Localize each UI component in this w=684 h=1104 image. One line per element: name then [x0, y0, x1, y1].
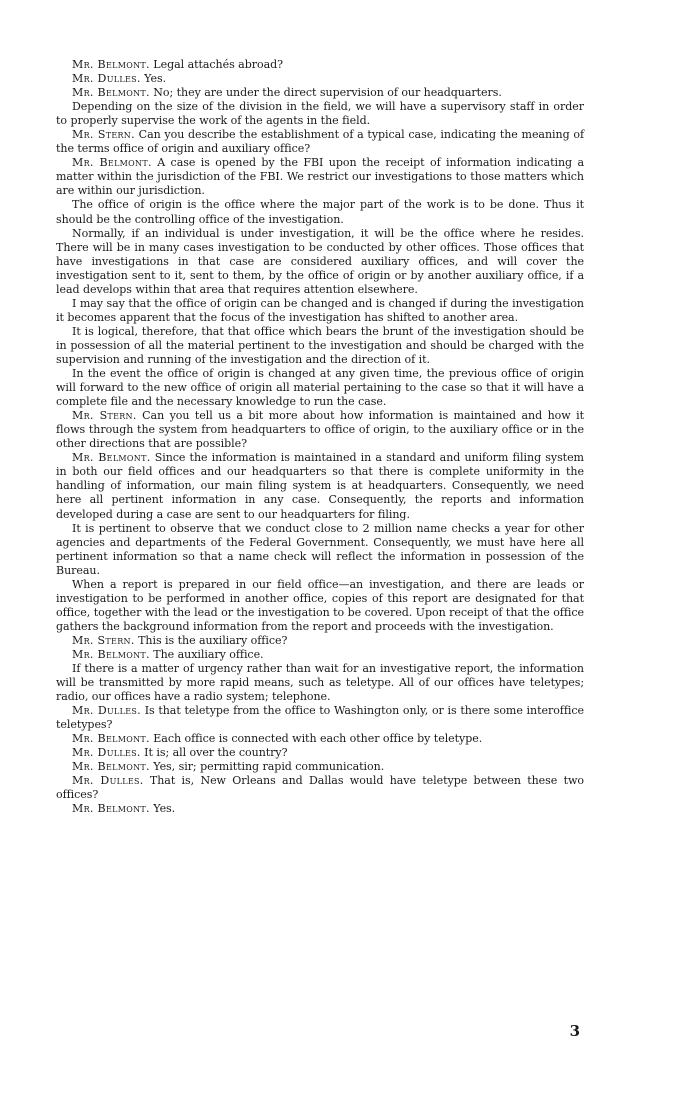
speaker-name: Mr. Belmont.	[72, 451, 151, 465]
paragraph-text: Can you describe the establishment of a typical case, indicating the meaning of the terms office of origin and auxiliary office?	[56, 128, 584, 156]
paragraph	[56, 156, 584, 198]
paragraph-text: A case is opened by the FBI upon the receipt of information indicating a matter within the jurisdiction of the FBI. We restrict our investigations to those matters which are within our jurisdiction.	[56, 156, 585, 198]
paragraph-text: Is that teletype from the office to Washington only, or is there some interoffice teletypes?	[56, 704, 584, 732]
paragraph-text: That is, New Orleans and Dallas would have teletype between these two offices?	[56, 774, 585, 802]
speaker-name: Mr. Dulles.	[72, 774, 144, 788]
paragraph	[56, 634, 584, 648]
paragraph-text: Normally, if an individual is under investigation, it will be the office where he resides. There will be in many cases investigation to be conducted by other offices. Those offices that have investigations in that case are considered auxiliary offices, and will cover the investigation sent to it, sent to them, by the office of origin or by another auxiliary office, if a lead develops within that area that requires attention elsewhere.	[56, 226, 584, 296]
speaker-name: Mr. Stern.	[72, 409, 137, 423]
paragraph	[56, 128, 584, 156]
speaker-name: Mr. Dulles.	[72, 746, 141, 760]
paragraph	[56, 760, 584, 774]
paragraph	[56, 409, 584, 451]
paragraph	[56, 802, 584, 816]
speaker-name: Mr. Belmont.	[72, 802, 150, 816]
speaker-name: Mr. Dulles.	[72, 704, 141, 718]
paragraph-text: I may say that the office of origin can be changed and is changed if during the investigation it becomes apparent that the focus of the investigation has shifted to another area.	[56, 296, 584, 324]
speaker-name: Mr. Stern.	[72, 633, 135, 647]
paragraph-text: The auxiliary office.	[149, 647, 264, 661]
paragraph	[56, 704, 584, 732]
paragraph-text: Can you tell us a bit more about how information is maintained and how it flows through the system from headquarters to office of origin, to the auxiliary office or in the other directions that are possible?	[56, 409, 585, 451]
paragraph-text: It is logical, therefore, that that office which bears the brunt of the investigation should be in possession of all the material pertinent to the investigation and should be charged with the supervision and running of the investigation and the direction of it.	[56, 324, 584, 366]
paragraph	[56, 100, 584, 128]
speaker-name: Mr. Belmont.	[72, 86, 150, 100]
paragraph	[56, 198, 584, 226]
page-body	[56, 58, 584, 817]
paragraph-text: The office of origin is the office where the major part of the work is to be done. Thus it should be the controlling office of the investigation.	[56, 198, 584, 226]
paragraph	[56, 325, 584, 367]
paragraph	[56, 746, 584, 760]
paragraph	[56, 86, 584, 100]
paragraph	[56, 774, 584, 802]
paragraph-text: Each office is connected with each other office by teletype.	[149, 732, 483, 746]
page-number: 3	[569, 1022, 580, 1040]
paragraph-text: Yes.	[149, 802, 176, 816]
paragraph-text: If there is a matter of urgency rather than wait for an investigative report, the information will be transmitted by more rapid means, such as teletype. All of our offices have teletypes; radio, our offices have a radio system; telephone.	[56, 662, 584, 704]
paragraph-text: Legal attachés abroad?	[149, 58, 284, 71]
paragraph	[56, 367, 584, 409]
speaker-name: Mr. Belmont.	[72, 647, 150, 661]
paragraph-text: No; they are under the direct supervision of our headquarters.	[149, 86, 502, 100]
paragraph-text: Yes, sir; permitting rapid communication.	[149, 760, 385, 774]
speaker-name: Mr. Belmont.	[72, 156, 152, 170]
paragraph-text: It is; all over the country?	[140, 746, 288, 760]
paragraph	[56, 72, 584, 86]
paragraph-text: Depending on the size of the division in the field, we will have a supervisory staff in order to properly supervise the work of the agents in the field.	[56, 100, 584, 128]
paragraph	[56, 522, 584, 578]
speaker-name: Mr. Belmont.	[72, 58, 150, 71]
paragraph-text: Yes.	[140, 72, 167, 86]
paragraph-text: In the event the office of origin is changed at any given time, the previous office of origin will forward to the new office of origin all material pertaining to the case so that it will have a complete file and the necessary knowledge to run the case.	[56, 367, 584, 409]
paragraph	[56, 578, 584, 634]
paragraph-text: Since the information is maintained in a standard and uniform filing system in both our field offices and our headquarters so that there is complete uniformity in the handling of information, our main filing system is at headquarters. Consequently, we need here all pertinent information in any case. Consequently, the reports and information developed during a case are sent to our headquarters for filing.	[56, 451, 584, 521]
paragraph-text: When a report is prepared in our field office—an investigation, and there are leads or investigation to be performed in another office, copies of this report are designated for that office, together with the lead or the investigation to be covered. Upon receipt of that the office gathers the background information from the report and proceeds with the investigation.	[56, 577, 584, 633]
paragraph	[56, 662, 584, 704]
paragraph	[56, 732, 584, 746]
speaker-name: Mr. Dulles.	[72, 72, 141, 86]
paragraph-text: It is pertinent to observe that we conduct close to 2 million name checks a year for other agencies and departments of the Federal Government. Consequently, we must have here all pertinent information so that a name check will reflect the information in possession of the Bureau.	[56, 521, 584, 577]
paragraph	[56, 227, 584, 297]
paragraph	[56, 648, 584, 662]
paragraph	[56, 58, 584, 72]
paragraph	[56, 451, 584, 521]
speaker-name: Mr. Stern.	[72, 128, 135, 142]
speaker-name: Mr. Belmont.	[72, 732, 150, 746]
speaker-name: Mr. Belmont.	[72, 760, 150, 774]
paragraph-text: This is the auxiliary office?	[134, 633, 288, 647]
paragraph	[56, 297, 584, 325]
